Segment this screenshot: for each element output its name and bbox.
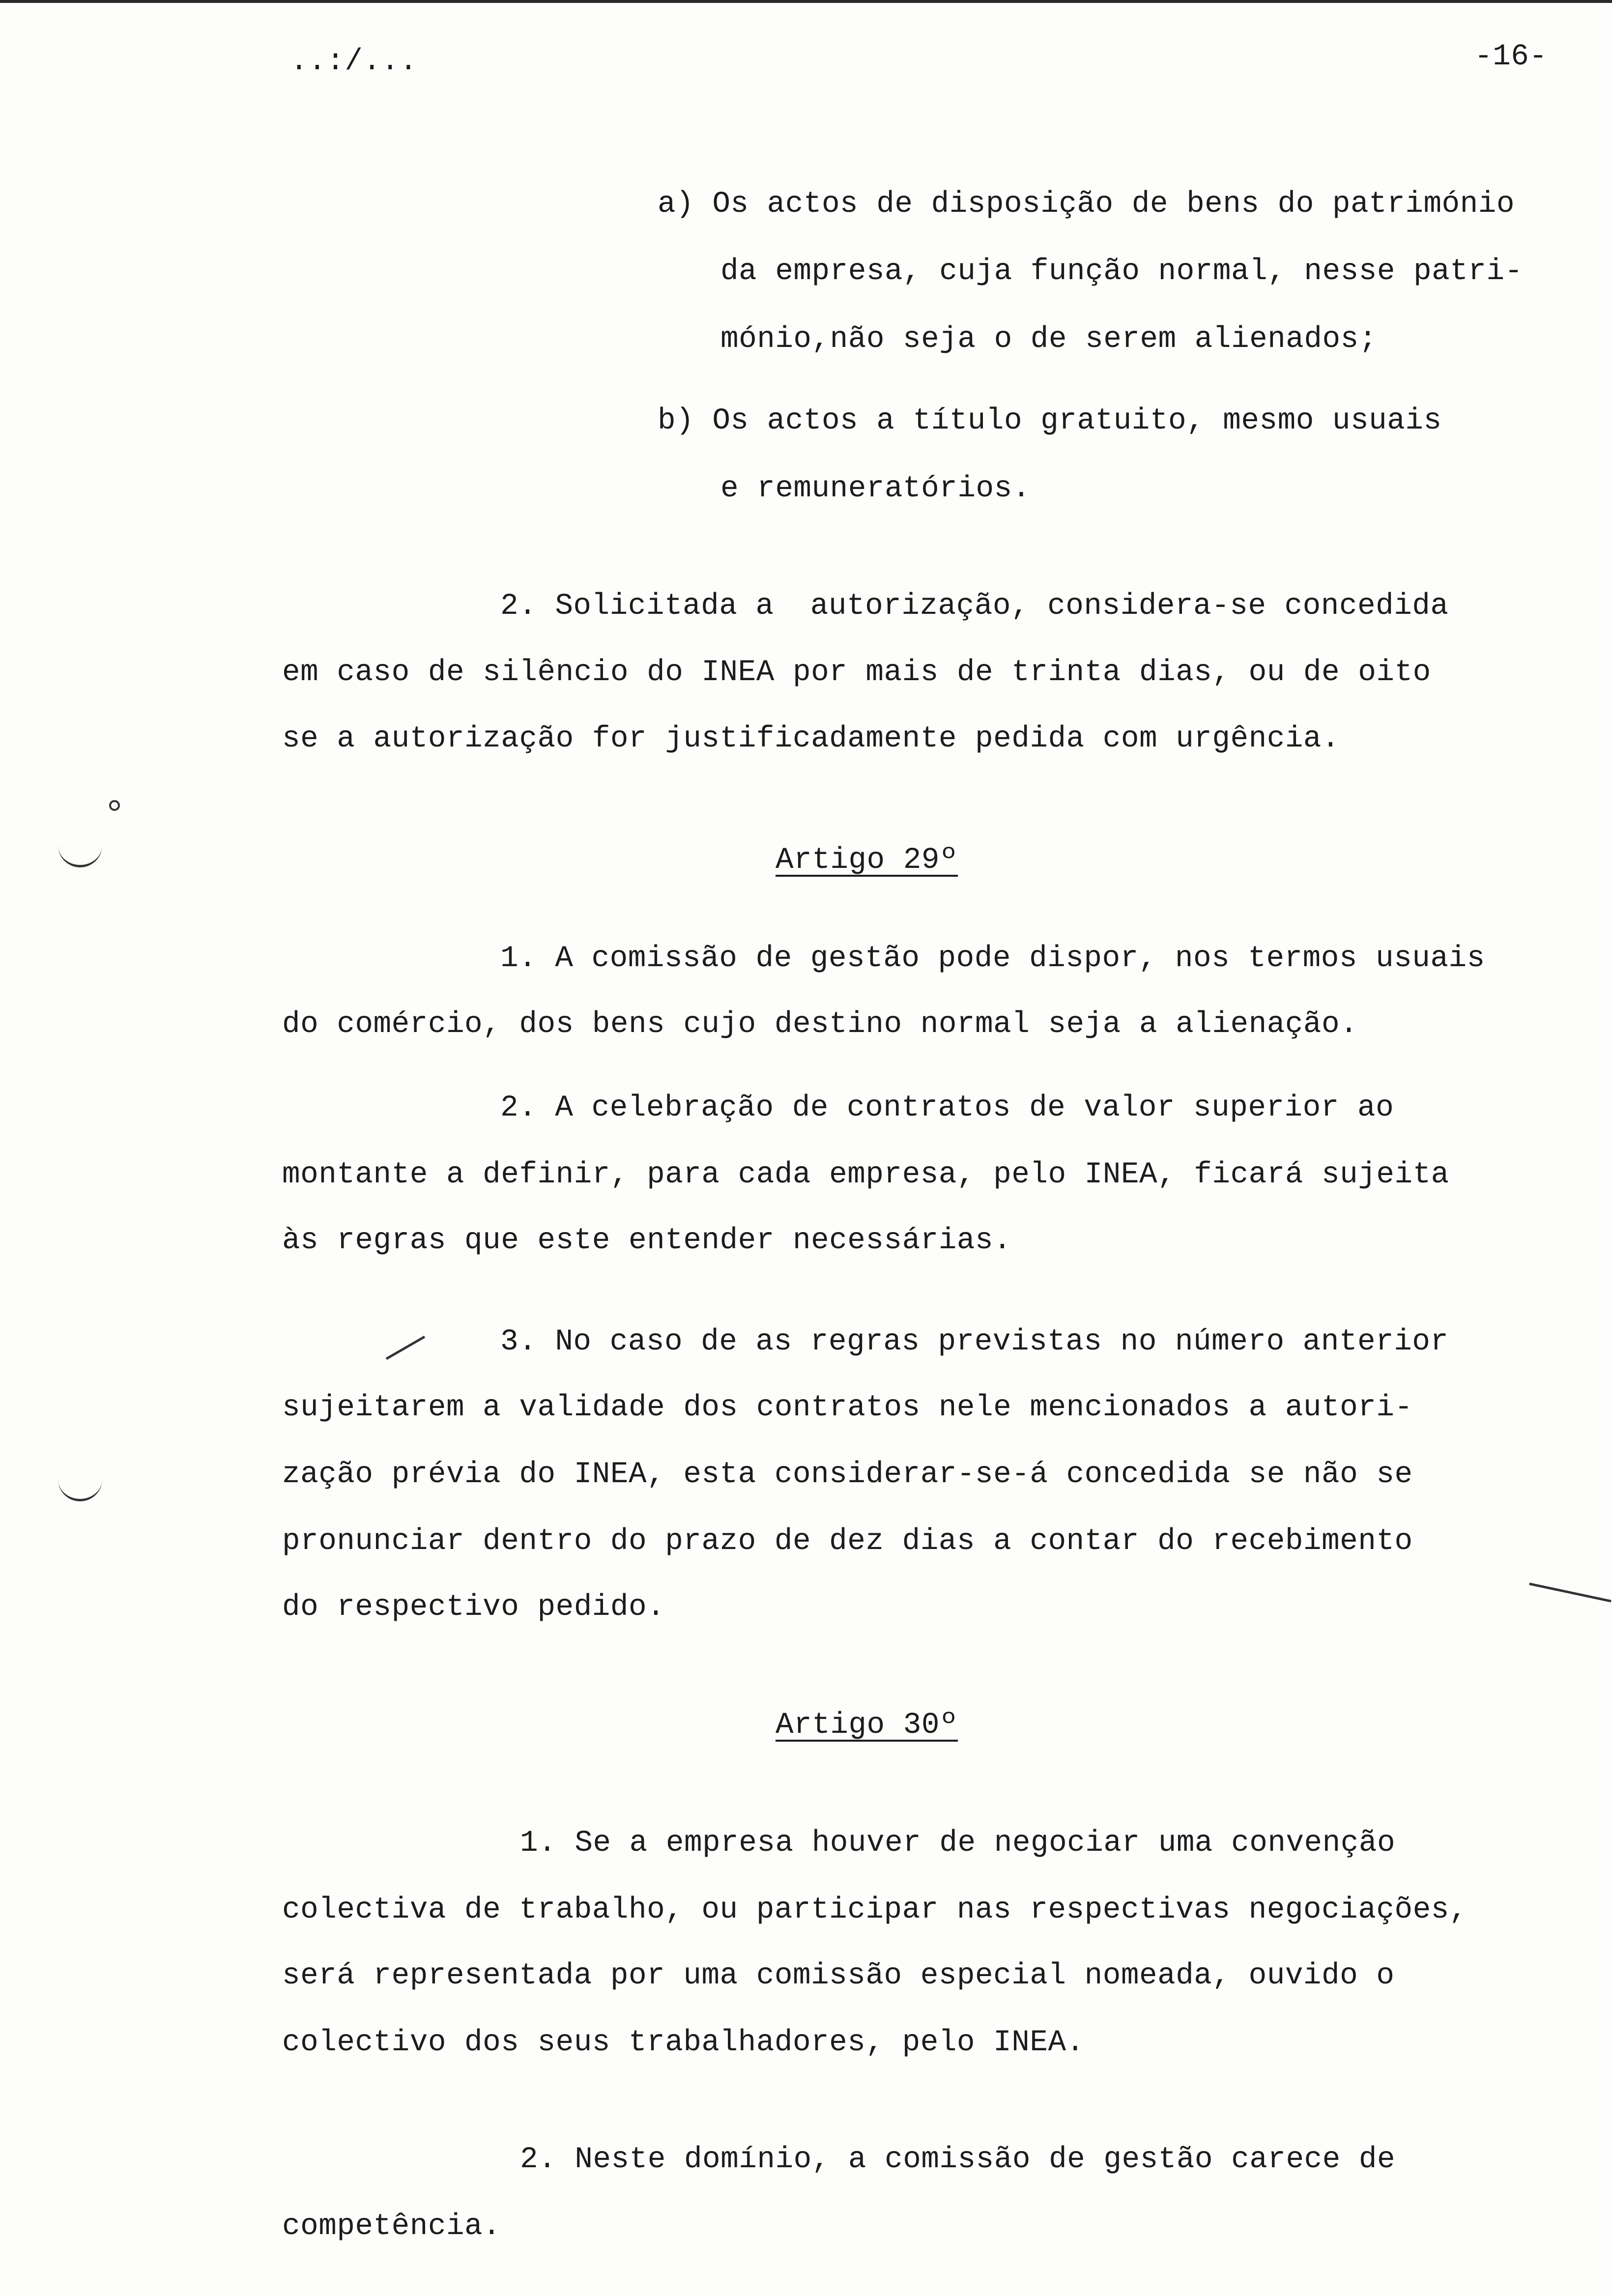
text-line: do comércio, dos bens cujo destino normal seja a alienação.: [282, 1007, 1358, 1041]
text-line: da empresa, cuja função normal, nesse patri-: [720, 255, 1523, 288]
text-line: pronunciar dentro do prazo de dez dias a contar do recebimento: [282, 1524, 1413, 1558]
article-heading: Artigo 29º: [776, 843, 958, 877]
text-line: 2. Neste domínio, a comissão de gestão carece de: [520, 2143, 1396, 2177]
scan-mark: [58, 845, 102, 867]
scan-mark: [58, 1479, 102, 1501]
text-line: do respectivo pedido.: [282, 1590, 665, 1624]
text-line: 1. Se a empresa houver de negociar uma convenção: [520, 1826, 1396, 1860]
text-line: a) Os actos de disposição de bens do património: [658, 187, 1515, 221]
text-line: 2. A celebração de contratos de valor superior ao: [500, 1091, 1394, 1125]
scan-mark: [386, 1336, 425, 1360]
text-line: será representada por uma comissão especial nomeada, ouvido o: [282, 1959, 1395, 1993]
text-line: 2. Solicitada a autorização, considera-se concedida: [500, 589, 1449, 623]
continuation-mark: ..:/...: [290, 45, 418, 79]
scan-mark: [1529, 1582, 1611, 1602]
text-line: se a autorização for justificadamente pedida com urgência.: [282, 722, 1340, 756]
text-line: colectiva de trabalho, ou participar nas respectivas negociações,: [282, 1893, 1468, 1927]
text-line: em caso de silêncio do INEA por mais de trinta dias, ou de oito: [282, 656, 1431, 689]
text-line: 1. A comissão de gestão pode dispor, nos termos usuais: [500, 942, 1485, 976]
text-line: e remuneratórios.: [720, 472, 1031, 506]
text-line: montante a definir, para cada empresa, pelo INEA, ficará sujeita: [282, 1158, 1449, 1192]
text-line: 3. No caso de as regras previstas no número anterior: [500, 1325, 1449, 1359]
text-line: às regras que este entender necessárias.: [282, 1224, 1012, 1258]
text-line: competência.: [282, 2210, 501, 2243]
text-line: colectivo dos seus trabalhadores, pelo INEA.: [282, 2026, 1085, 2060]
article-heading: Artigo 30º: [776, 1708, 958, 1742]
text-line: sujeitarem a validade dos contratos nele mencionados a autori-: [282, 1391, 1413, 1425]
top-border: [0, 0, 1612, 3]
text-line: zação prévia do INEA, esta considerar-se-á concedida se não se: [282, 1458, 1413, 1492]
page-number: -16-: [1474, 40, 1548, 74]
scan-mark: [109, 800, 120, 811]
text-line: b) Os actos a título gratuito, mesmo usuais: [658, 404, 1442, 438]
text-line: mónio,não seja o de serem alienados;: [720, 322, 1377, 356]
